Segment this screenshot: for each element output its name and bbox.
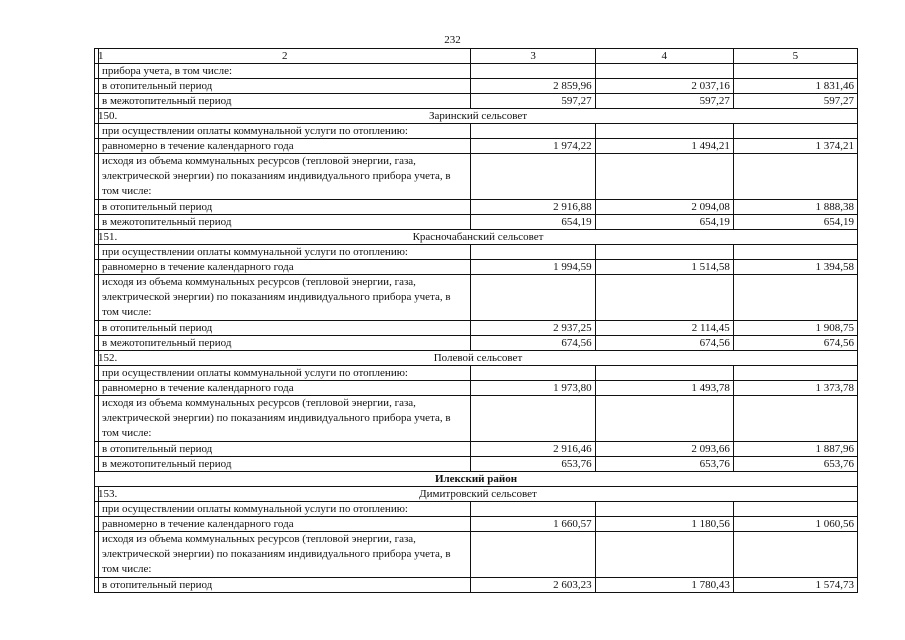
header-cell: 2 xyxy=(99,49,471,64)
table-row xyxy=(95,381,858,396)
value-col-4: 2 114,45 xyxy=(595,321,733,336)
value-col-5: 654,19 xyxy=(733,215,857,230)
value-col-5 xyxy=(733,532,857,578)
value-col-4 xyxy=(595,366,733,381)
value-col-5: 597,27 xyxy=(733,94,857,109)
value-col-3: 2 916,88 xyxy=(471,200,595,215)
row-description: равномерно в течение календарного года xyxy=(99,260,471,275)
row-description: в отопительный период xyxy=(99,321,471,336)
value-col-3: 597,27 xyxy=(471,94,595,109)
value-col-4: 2 094,08 xyxy=(595,200,733,215)
row-description: при осуществлении оплаты коммунальной услуги по отоплению: xyxy=(99,124,471,139)
table-row xyxy=(95,260,858,275)
table-row xyxy=(95,457,858,472)
section-row xyxy=(95,487,858,502)
value-col-3: 1 973,80 xyxy=(471,381,595,396)
row-description: исходя из объема коммунальных ресурсов (тепловой энергии, газа, электрической энергии) по показаниям индивидуального прибора учета, в том числе: xyxy=(99,396,471,442)
value-col-5: 1 887,96 xyxy=(733,442,857,457)
value-col-5 xyxy=(733,154,857,200)
value-col-5: 674,56 xyxy=(733,336,857,351)
row-description: при осуществлении оплаты коммунальной услуги по отоплению: xyxy=(99,502,471,517)
header-cell: 1 xyxy=(95,49,99,64)
value-col-3 xyxy=(471,366,595,381)
page-number: 232 xyxy=(444,34,461,46)
row-description: исходя из объема коммунальных ресурсов (тепловой энергии, газа, электрической энергии) по показаниям индивидуального прибора учета, в том числе: xyxy=(99,532,471,578)
section-title: Красночабанский сельсовет xyxy=(99,230,858,245)
value-col-5: 1 373,78 xyxy=(733,381,857,396)
value-col-3: 2 937,25 xyxy=(471,321,595,336)
section-number: 150. xyxy=(95,109,99,124)
table-row xyxy=(95,442,858,457)
table-row xyxy=(95,532,858,578)
value-col-5 xyxy=(733,275,857,321)
section-title: Заринский сельсовет xyxy=(99,109,858,124)
header-cell: 5 xyxy=(733,49,857,64)
row-description: прибора учета, в том числе: xyxy=(99,64,471,79)
value-col-5: 1 374,21 xyxy=(733,139,857,154)
table-row xyxy=(95,154,858,200)
table-row xyxy=(95,275,858,321)
table-row xyxy=(95,321,858,336)
row-description: в межотопительный период xyxy=(99,94,471,109)
row-description: в межотопительный период xyxy=(99,457,471,472)
row-description: при осуществлении оплаты коммунальной услуги по отоплению: xyxy=(99,366,471,381)
value-col-3: 1 994,59 xyxy=(471,260,595,275)
table-body xyxy=(95,64,858,593)
value-col-5: 1 888,38 xyxy=(733,200,857,215)
value-col-5: 1 060,56 xyxy=(733,517,857,532)
value-col-4: 2 037,16 xyxy=(595,79,733,94)
section-row xyxy=(95,351,858,366)
value-col-3 xyxy=(471,396,595,442)
row-description: в межотопительный период xyxy=(99,215,471,230)
value-col-3 xyxy=(471,275,595,321)
table-row xyxy=(95,336,858,351)
value-col-4 xyxy=(595,502,733,517)
value-col-4 xyxy=(595,532,733,578)
value-col-3: 2 603,23 xyxy=(471,578,595,593)
tariff-table xyxy=(94,48,858,593)
row-description: равномерно в течение календарного года xyxy=(99,139,471,154)
row-description: в отопительный период xyxy=(99,442,471,457)
table-row xyxy=(95,64,858,79)
table-row xyxy=(95,502,858,517)
value-col-5 xyxy=(733,366,857,381)
value-col-3: 653,76 xyxy=(471,457,595,472)
value-col-3: 1 974,22 xyxy=(471,139,595,154)
value-col-4 xyxy=(595,64,733,79)
value-col-3: 654,19 xyxy=(471,215,595,230)
value-col-5: 1 394,58 xyxy=(733,260,857,275)
value-col-3: 1 660,57 xyxy=(471,517,595,532)
table-row xyxy=(95,578,858,593)
table-row xyxy=(95,79,858,94)
value-col-3: 674,56 xyxy=(471,336,595,351)
value-col-4: 1 493,78 xyxy=(595,381,733,396)
value-col-5 xyxy=(733,502,857,517)
header-cell: 3 xyxy=(471,49,595,64)
table-row xyxy=(95,215,858,230)
section-row xyxy=(95,230,858,245)
table-row xyxy=(95,124,858,139)
value-col-4: 597,27 xyxy=(595,94,733,109)
value-col-3 xyxy=(471,502,595,517)
header-cell: 4 xyxy=(595,49,733,64)
value-col-4: 674,56 xyxy=(595,336,733,351)
row-description: в отопительный период xyxy=(99,200,471,215)
value-col-4 xyxy=(595,275,733,321)
row-description: равномерно в течение календарного года xyxy=(99,517,471,532)
section-number: 152. xyxy=(95,351,99,366)
value-col-5 xyxy=(733,396,857,442)
section-title: Димитровский сельсовет xyxy=(99,487,858,502)
value-col-5: 1 831,46 xyxy=(733,79,857,94)
table-row xyxy=(95,366,858,381)
value-col-3 xyxy=(471,64,595,79)
table-row xyxy=(95,94,858,109)
section-row xyxy=(95,109,858,124)
table-row xyxy=(95,517,858,532)
value-col-5 xyxy=(733,64,857,79)
value-col-4: 1 494,21 xyxy=(595,139,733,154)
value-col-4 xyxy=(595,154,733,200)
table-header-row xyxy=(95,49,858,64)
value-col-5 xyxy=(733,124,857,139)
value-col-5: 653,76 xyxy=(733,457,857,472)
table-row xyxy=(95,396,858,442)
district-title: Илекский район xyxy=(95,472,858,487)
row-description: в отопительный период xyxy=(99,79,471,94)
value-col-4: 654,19 xyxy=(595,215,733,230)
value-col-3: 2 859,96 xyxy=(471,79,595,94)
value-col-3: 2 916,46 xyxy=(471,442,595,457)
value-col-4: 653,76 xyxy=(595,457,733,472)
value-col-3 xyxy=(471,245,595,260)
value-col-3 xyxy=(471,154,595,200)
row-description: равномерно в течение календарного года xyxy=(99,381,471,396)
value-col-5 xyxy=(733,245,857,260)
row-description: исходя из объема коммунальных ресурсов (тепловой энергии, газа, электрической энергии) по показаниям индивидуального прибора учета, в том числе: xyxy=(99,275,471,321)
value-col-4: 1 180,56 xyxy=(595,517,733,532)
value-col-3 xyxy=(471,124,595,139)
district-row xyxy=(95,472,858,487)
value-col-4 xyxy=(595,396,733,442)
value-col-3 xyxy=(471,532,595,578)
table-row xyxy=(95,139,858,154)
section-number: 151. xyxy=(95,230,99,245)
value-col-4 xyxy=(595,245,733,260)
row-description: при осуществлении оплаты коммунальной услуги по отоплению: xyxy=(99,245,471,260)
table-row xyxy=(95,200,858,215)
row-description: исходя из объема коммунальных ресурсов (тепловой энергии, газа, электрической энергии) по показаниям индивидуального прибора учета, в том числе: xyxy=(99,154,471,200)
section-number: 153. xyxy=(95,487,99,502)
value-col-4 xyxy=(595,124,733,139)
value-col-5: 1 908,75 xyxy=(733,321,857,336)
row-description: в межотопительный период xyxy=(99,336,471,351)
row-description: в отопительный период xyxy=(99,578,471,593)
value-col-5: 1 574,73 xyxy=(733,578,857,593)
value-col-4: 2 093,66 xyxy=(595,442,733,457)
table-row xyxy=(95,245,858,260)
value-col-4: 1 780,43 xyxy=(595,578,733,593)
section-title: Полевой сельсовет xyxy=(99,351,858,366)
value-col-4: 1 514,58 xyxy=(595,260,733,275)
